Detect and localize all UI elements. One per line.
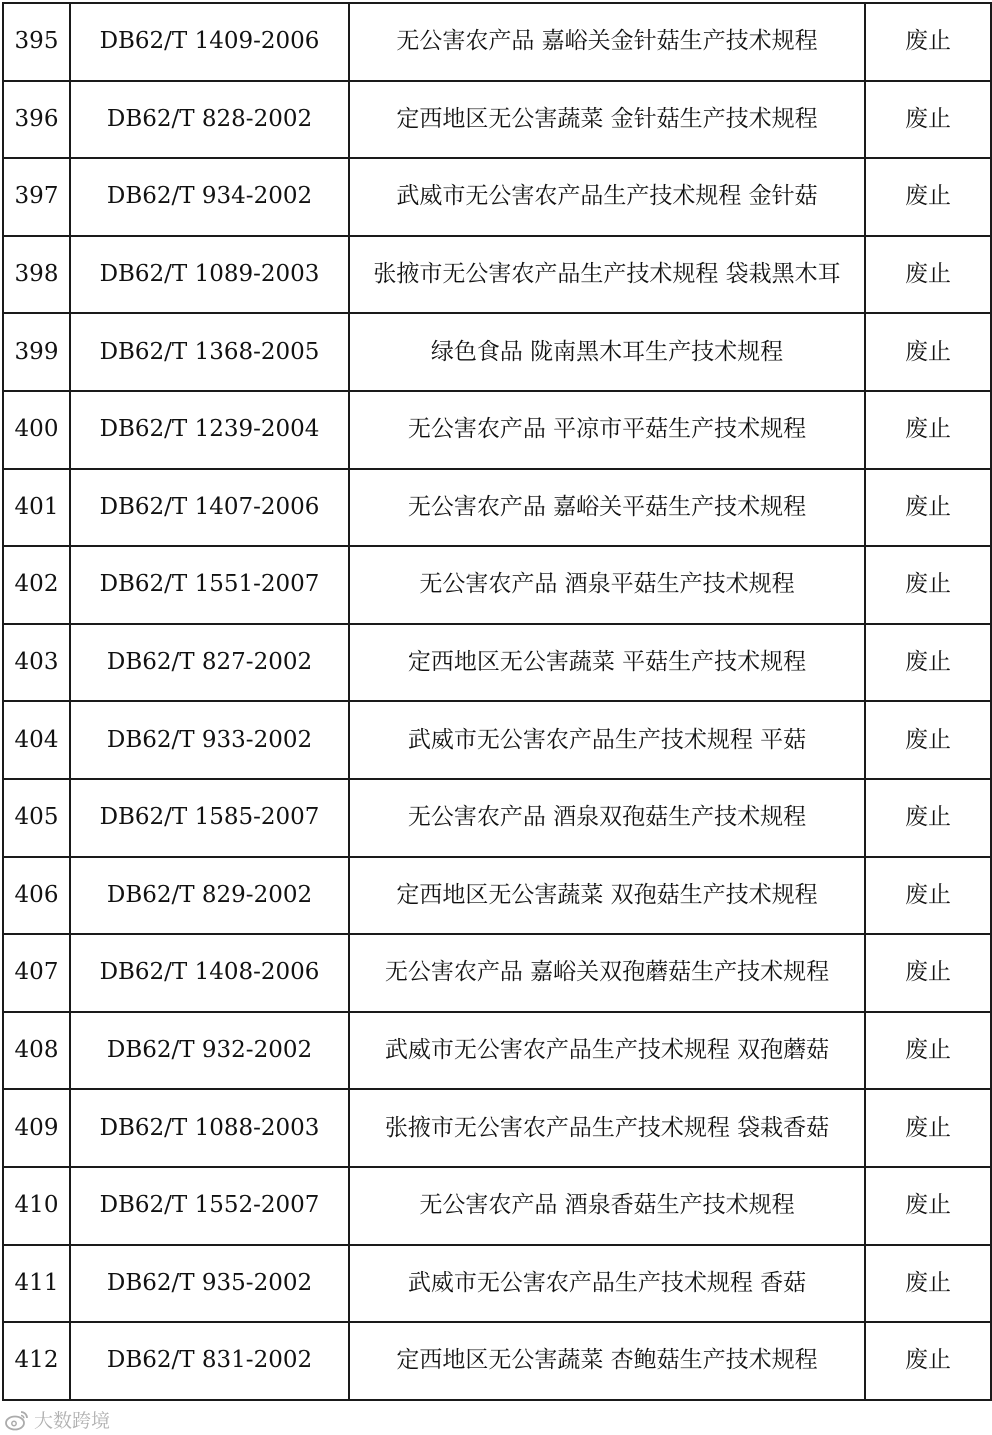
standard-code: DB62/T 828-2002 — [70, 81, 349, 159]
standard-code: DB62/T 933-2002 — [70, 701, 349, 779]
table-row — [3, 236, 991, 314]
row-number: 397 — [3, 158, 70, 236]
standard-status: 废止 — [865, 1245, 991, 1323]
row-number: 402 — [3, 546, 70, 624]
standard-code: DB62/T 932-2002 — [70, 1012, 349, 1090]
standard-title: 定西地区无公害蔬菜 金针菇生产技术规程 — [349, 81, 865, 159]
table-body — [3, 3, 991, 1400]
row-number: 398 — [3, 236, 70, 314]
standard-title: 无公害农产品 嘉峪关金针菇生产技术规程 — [349, 3, 865, 81]
standard-title: 无公害农产品 酒泉香菇生产技术规程 — [349, 1167, 865, 1245]
standard-status: 废止 — [865, 857, 991, 935]
standard-title: 无公害农产品 嘉峪关双孢蘑菇生产技术规程 — [349, 934, 865, 1012]
standard-status: 废止 — [865, 158, 991, 236]
standard-title: 无公害农产品 酒泉双孢菇生产技术规程 — [349, 779, 865, 857]
weibo-logo-icon — [4, 1409, 30, 1431]
table-row — [3, 1012, 991, 1090]
standard-status: 废止 — [865, 236, 991, 314]
row-number: 399 — [3, 313, 70, 391]
standard-status: 废止 — [865, 624, 991, 702]
row-number: 408 — [3, 1012, 70, 1090]
watermark — [4, 1406, 110, 1433]
standard-title: 张掖市无公害农产品生产技术规程 袋栽香菇 — [349, 1089, 865, 1167]
table-row — [3, 1167, 991, 1245]
standard-title: 武威市无公害农产品生产技术规程 双孢蘑菇 — [349, 1012, 865, 1090]
standard-code: DB62/T 934-2002 — [70, 158, 349, 236]
standard-title: 武威市无公害农产品生产技术规程 金针菇 — [349, 158, 865, 236]
table-row — [3, 624, 991, 702]
standard-status: 废止 — [865, 469, 991, 547]
row-number: 410 — [3, 1167, 70, 1245]
standard-title: 武威市无公害农产品生产技术规程 平菇 — [349, 701, 865, 779]
table-row — [3, 3, 991, 81]
standard-code: DB62/T 1409-2006 — [70, 3, 349, 81]
table-row — [3, 546, 991, 624]
standard-title: 无公害农产品 平凉市平菇生产技术规程 — [349, 391, 865, 469]
table-row — [3, 313, 991, 391]
standards-table — [2, 2, 992, 1401]
standard-title: 定西地区无公害蔬菜 杏鲍菇生产技术规程 — [349, 1322, 865, 1400]
table-row — [3, 391, 991, 469]
standard-code: DB62/T 829-2002 — [70, 857, 349, 935]
row-number: 395 — [3, 3, 70, 81]
standard-status: 废止 — [865, 313, 991, 391]
standard-title: 绿色食品 陇南黑木耳生产技术规程 — [349, 313, 865, 391]
row-number: 411 — [3, 1245, 70, 1323]
standard-status: 废止 — [865, 1089, 991, 1167]
row-number: 407 — [3, 934, 70, 1012]
standard-title: 张掖市无公害农产品生产技术规程 袋栽黑木耳 — [349, 236, 865, 314]
standard-status: 废止 — [865, 546, 991, 624]
row-number: 401 — [3, 469, 70, 547]
standard-code: DB62/T 1552-2007 — [70, 1167, 349, 1245]
table-row — [3, 469, 991, 547]
row-number: 400 — [3, 391, 70, 469]
standard-title: 武威市无公害农产品生产技术规程 香菇 — [349, 1245, 865, 1323]
standard-title: 定西地区无公害蔬菜 双孢菇生产技术规程 — [349, 857, 865, 935]
standard-code: DB62/T 831-2002 — [70, 1322, 349, 1400]
standard-status: 废止 — [865, 3, 991, 81]
table-row — [3, 1322, 991, 1400]
standard-status: 废止 — [865, 1322, 991, 1400]
standard-status: 废止 — [865, 934, 991, 1012]
table-row — [3, 1089, 991, 1167]
standard-code: DB62/T 1585-2007 — [70, 779, 349, 857]
standard-status: 废止 — [865, 779, 991, 857]
standard-title: 无公害农产品 嘉峪关平菇生产技术规程 — [349, 469, 865, 547]
standard-status: 废止 — [865, 1167, 991, 1245]
standard-code: DB62/T 1239-2004 — [70, 391, 349, 469]
standard-code: DB62/T 1408-2006 — [70, 934, 349, 1012]
standard-code: DB62/T 1089-2003 — [70, 236, 349, 314]
standard-code: DB62/T 1368-2005 — [70, 313, 349, 391]
table-row — [3, 158, 991, 236]
standard-status: 废止 — [865, 1012, 991, 1090]
table-row — [3, 81, 991, 159]
standard-status: 废止 — [865, 81, 991, 159]
standard-code: DB62/T 827-2002 — [70, 624, 349, 702]
watermark-text: 大数跨境 — [34, 1410, 111, 1432]
table-row — [3, 857, 991, 935]
standard-code: DB62/T 1551-2007 — [70, 546, 349, 624]
row-number: 409 — [3, 1089, 70, 1167]
table-row — [3, 934, 991, 1012]
row-number: 412 — [3, 1322, 70, 1400]
standard-code: DB62/T 935-2002 — [70, 1245, 349, 1323]
standard-status: 废止 — [865, 701, 991, 779]
row-number: 396 — [3, 81, 70, 159]
standard-title: 无公害农产品 酒泉平菇生产技术规程 — [349, 546, 865, 624]
standard-code: DB62/T 1088-2003 — [70, 1089, 349, 1167]
row-number: 405 — [3, 779, 70, 857]
table-row — [3, 701, 991, 779]
row-number: 406 — [3, 857, 70, 935]
table-row — [3, 1245, 991, 1323]
row-number: 404 — [3, 701, 70, 779]
table-row — [3, 779, 991, 857]
standard-code: DB62/T 1407-2006 — [70, 469, 349, 547]
standard-status: 废止 — [865, 391, 991, 469]
standard-title: 定西地区无公害蔬菜 平菇生产技术规程 — [349, 624, 865, 702]
row-number: 403 — [3, 624, 70, 702]
